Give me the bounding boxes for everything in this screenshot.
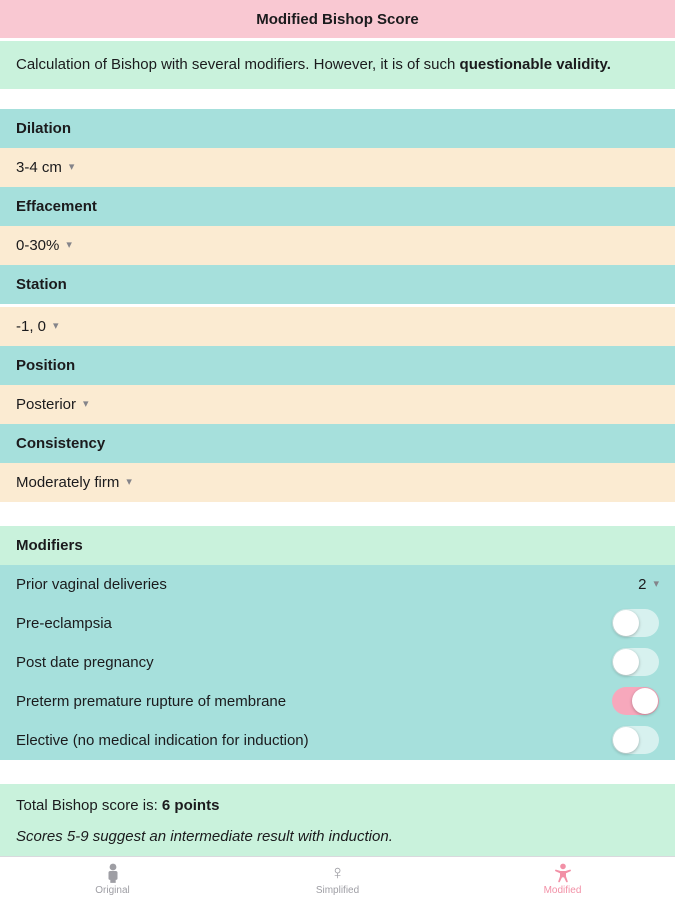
modifier-row-preterm-rupture	[0, 682, 675, 721]
toggle-thumb	[632, 688, 658, 714]
modifier-label: Pre-eclampsia	[16, 614, 112, 632]
chevron-down-icon: ▾	[83, 397, 89, 410]
field-value-text: Posterior	[16, 395, 77, 413]
modifier-row-post-date-pregnancy	[0, 643, 675, 682]
field-value-text: Moderately firm	[16, 473, 120, 491]
field-value-effacement-dropdown[interactable]	[0, 226, 675, 265]
modifier-label: Prior vaginal deliveries	[16, 575, 167, 593]
modifiers-section-header	[0, 526, 675, 565]
result-note: Scores 5-9 suggest an intermediate result with induction.	[16, 827, 393, 845]
person-icon	[104, 862, 122, 884]
field-label-text: Consistency	[16, 434, 106, 452]
tab-label: Simplified	[315, 884, 360, 896]
spacer	[0, 760, 675, 784]
field-value-text: 0-30%	[16, 236, 60, 254]
elective-induction-toggle[interactable]	[612, 726, 659, 754]
modifier-dropdown-value[interactable]: 2	[638, 575, 647, 593]
chevron-down-icon: ▾	[66, 238, 72, 251]
field-label-text: Dilation	[16, 119, 71, 137]
field-label-effacement	[0, 187, 675, 226]
modifier-label: Post date pregnancy	[16, 653, 154, 671]
result-label: Total Bishop score is:	[16, 796, 162, 814]
result-panel	[0, 784, 675, 860]
modifier-row-pre-eclampsia	[0, 604, 675, 643]
banner-text-bold: questionable validity.	[459, 56, 611, 73]
banner-text: Calculation of Bishop with several modifiers. However, it is of such	[16, 56, 460, 73]
field-label-consistency	[0, 424, 675, 463]
tab-simplified[interactable]	[225, 857, 450, 900]
tab-modified[interactable]	[450, 857, 675, 900]
header-bar	[0, 0, 675, 38]
preterm-rupture-toggle[interactable]	[612, 687, 659, 715]
field-label-text: Station	[16, 275, 67, 293]
toggle-thumb	[613, 727, 639, 753]
tab-original[interactable]	[0, 857, 225, 900]
tab-label: Original	[95, 884, 130, 896]
chevron-down-icon: ▾	[68, 160, 75, 173]
field-value-station-dropdown[interactable]	[0, 307, 675, 346]
chevron-down-icon: ▾	[126, 475, 132, 488]
chevron-down-icon: ▾	[53, 319, 59, 332]
modifier-label: Preterm premature rupture of membrane	[16, 692, 287, 710]
female-symbol-icon: ♀	[330, 861, 345, 884]
person-arms-icon	[553, 862, 573, 884]
field-label-text: Position	[16, 356, 76, 374]
modifiers-title: Modifiers	[16, 536, 83, 554]
page-title: Modified Bishop Score	[256, 10, 419, 28]
pre-eclampsia-toggle[interactable]	[612, 609, 659, 637]
spacer	[0, 502, 675, 526]
field-value-text: -1, 0	[16, 317, 47, 335]
toggle-thumb	[613, 649, 639, 675]
field-label-dilation	[0, 109, 675, 148]
field-label-station	[0, 265, 675, 304]
post-date-pregnancy-toggle[interactable]	[612, 648, 659, 676]
toggle-thumb	[613, 610, 639, 636]
field-value-position-dropdown[interactable]	[0, 385, 675, 424]
result-value: 6 points	[161, 796, 220, 814]
bottom-tab-bar	[0, 856, 675, 900]
field-value-dilation-dropdown[interactable]	[0, 148, 675, 187]
field-label-text: Effacement	[16, 197, 97, 215]
modifier-row-elective-induction	[0, 721, 675, 760]
modifier-row-prior-vaginal-deliveries[interactable]	[0, 565, 675, 604]
field-value-consistency-dropdown[interactable]	[0, 463, 675, 502]
field-label-position	[0, 346, 675, 385]
tab-label: Modified	[543, 884, 582, 896]
modifier-label: Elective (no medical indication for induction)	[16, 731, 309, 749]
info-banner	[0, 41, 675, 89]
chevron-down-icon: ▾	[653, 577, 659, 590]
spacer	[0, 89, 675, 109]
field-value-text: 3-4 cm	[16, 158, 62, 176]
